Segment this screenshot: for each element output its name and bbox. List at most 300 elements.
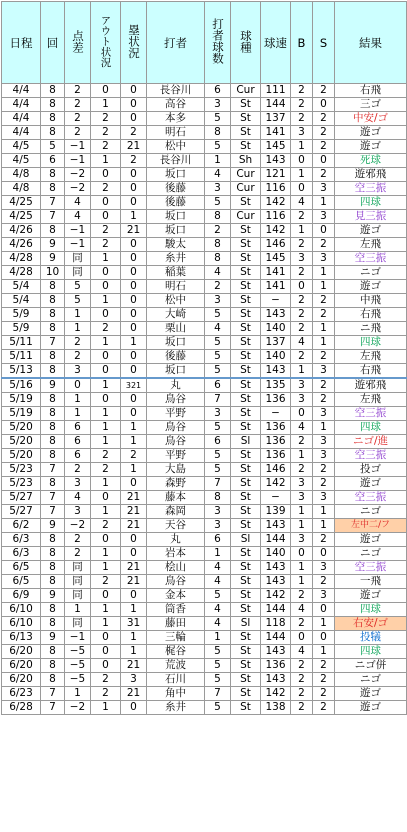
cell-date: 6/10	[2, 603, 41, 617]
cell-runners: 2	[121, 126, 147, 140]
cell-date: 5/27	[2, 491, 41, 505]
cell-pitches: 4	[205, 322, 231, 336]
cell-inning: 8	[41, 617, 65, 631]
cell-pitch-type: Cur	[231, 168, 261, 182]
cell-strikes: 1	[313, 645, 335, 659]
cell-result: ニゴ	[335, 673, 407, 687]
cell-runners: 0	[121, 322, 147, 336]
cell-diff: −1	[65, 154, 91, 168]
cell-runners: 1	[121, 463, 147, 477]
cell-date: 5/4	[2, 280, 41, 294]
table-row	[2, 308, 407, 322]
cell-outs: 1	[91, 421, 121, 435]
cell-result: 投犠	[335, 631, 407, 645]
cell-speed: 143	[261, 519, 291, 533]
cell-speed: 137	[261, 112, 291, 126]
cell-pitches: 6	[205, 533, 231, 547]
cell-result: 空三振	[335, 491, 407, 505]
cell-runners: 0	[121, 701, 147, 715]
cell-inning: 8	[41, 659, 65, 673]
cell-diff: 4	[65, 210, 91, 224]
cell-speed: 146	[261, 238, 291, 252]
table-row	[2, 687, 407, 701]
cell-outs: 1	[91, 378, 121, 393]
cell-runners: 21	[121, 659, 147, 673]
cell-runners: 1	[121, 421, 147, 435]
header-strikes: S	[313, 2, 335, 84]
cell-pitch-type: St	[231, 701, 261, 715]
cell-outs: 0	[91, 589, 121, 603]
cell-balls: 3	[291, 126, 313, 140]
cell-pitches: 8	[205, 252, 231, 266]
cell-balls: 1	[291, 575, 313, 589]
cell-inning: 7	[41, 463, 65, 477]
cell-result: 左飛	[335, 350, 407, 364]
cell-strikes: 2	[313, 533, 335, 547]
table-row	[2, 84, 407, 98]
cell-balls: 1	[291, 168, 313, 182]
cell-batter: 丸	[147, 378, 205, 393]
cell-strikes: 2	[313, 84, 335, 98]
cell-pitch-type: Sl	[231, 435, 261, 449]
cell-strikes: 2	[313, 378, 335, 393]
cell-pitch-type: St	[231, 364, 261, 379]
cell-diff: 6	[65, 435, 91, 449]
cell-outs: 1	[91, 407, 121, 421]
cell-diff: 1	[65, 603, 91, 617]
cell-balls: 0	[291, 631, 313, 645]
table-row	[2, 617, 407, 631]
cell-inning: 8	[41, 364, 65, 379]
cell-pitches: 6	[205, 435, 231, 449]
cell-pitches: 8	[205, 210, 231, 224]
cell-speed: −	[261, 407, 291, 421]
cell-date: 5/23	[2, 463, 41, 477]
table-row	[2, 491, 407, 505]
cell-runners: 0	[121, 182, 147, 196]
cell-balls: 2	[291, 84, 313, 98]
cell-diff: 4	[65, 491, 91, 505]
cell-inning: 8	[41, 673, 65, 687]
cell-speed: 143	[261, 364, 291, 379]
cell-speed: 136	[261, 435, 291, 449]
cell-batter: 後藤	[147, 350, 205, 364]
cell-pitches: 6	[205, 84, 231, 98]
cell-result: 右安/ゴ	[335, 617, 407, 631]
table-row	[2, 252, 407, 266]
cell-inning: 8	[41, 112, 65, 126]
cell-strikes: 3	[313, 364, 335, 379]
cell-speed: 144	[261, 533, 291, 547]
cell-strikes: 2	[313, 701, 335, 715]
cell-runners: 21	[121, 561, 147, 575]
table-row	[2, 154, 407, 168]
cell-diff: 2	[65, 126, 91, 140]
cell-speed: 144	[261, 98, 291, 112]
cell-outs: 0	[91, 266, 121, 280]
cell-balls: 2	[291, 435, 313, 449]
table-row	[2, 589, 407, 603]
cell-result: 投ゴ	[335, 463, 407, 477]
cell-speed: 145	[261, 140, 291, 154]
cell-diff: 同	[65, 252, 91, 266]
cell-balls: 3	[291, 491, 313, 505]
table-row	[2, 421, 407, 435]
cell-diff: −1	[65, 238, 91, 252]
cell-balls: 2	[291, 98, 313, 112]
cell-date: 6/20	[2, 673, 41, 687]
table-row	[2, 168, 407, 182]
cell-strikes: 0	[313, 224, 335, 238]
cell-pitches: 1	[205, 631, 231, 645]
cell-runners: 0	[121, 112, 147, 126]
cell-pitch-type: St	[231, 589, 261, 603]
cell-pitches: 5	[205, 589, 231, 603]
cell-pitch-type: St	[231, 336, 261, 350]
cell-result: 四球	[335, 196, 407, 210]
table-row	[2, 603, 407, 617]
table-row	[2, 659, 407, 673]
cell-result: 遊ゴ	[335, 280, 407, 294]
cell-inning: 9	[41, 631, 65, 645]
cell-runners: 0	[121, 252, 147, 266]
cell-inning: 8	[41, 407, 65, 421]
cell-pitch-type: Cur	[231, 210, 261, 224]
cell-balls: 3	[291, 378, 313, 393]
cell-pitches: 3	[205, 505, 231, 519]
cell-batter: 森岡	[147, 505, 205, 519]
table-row	[2, 519, 407, 533]
cell-result: 中安/ゴ	[335, 112, 407, 126]
cell-runners: 0	[121, 294, 147, 308]
cell-runners: 0	[121, 350, 147, 364]
cell-pitch-type: Cur	[231, 84, 261, 98]
cell-diff: −2	[65, 168, 91, 182]
cell-balls: 2	[291, 687, 313, 701]
cell-date: 4/28	[2, 266, 41, 280]
table-row	[2, 196, 407, 210]
cell-diff: −1	[65, 224, 91, 238]
cell-batter: 坂口	[147, 168, 205, 182]
cell-runners: 0	[121, 308, 147, 322]
cell-runners: 21	[121, 505, 147, 519]
cell-outs: 2	[91, 519, 121, 533]
cell-batter: 糸井	[147, 252, 205, 266]
cell-outs: 1	[91, 252, 121, 266]
cell-balls: 1	[291, 561, 313, 575]
cell-diff: −5	[65, 659, 91, 673]
cell-balls: 3	[291, 252, 313, 266]
cell-inning: 7	[41, 491, 65, 505]
cell-strikes: 1	[313, 280, 335, 294]
cell-diff: −2	[65, 519, 91, 533]
cell-batter: 平野	[147, 407, 205, 421]
cell-strikes: 3	[313, 210, 335, 224]
cell-batter: 栗山	[147, 322, 205, 336]
cell-balls: 2	[291, 659, 313, 673]
cell-inning: 9	[41, 252, 65, 266]
cell-outs: 0	[91, 364, 121, 379]
cell-pitches: 4	[205, 603, 231, 617]
cell-speed: 140	[261, 547, 291, 561]
cell-batter: 鳥谷	[147, 575, 205, 589]
cell-date: 6/5	[2, 575, 41, 589]
cell-speed: 141	[261, 280, 291, 294]
cell-speed: 144	[261, 631, 291, 645]
cell-date: 4/8	[2, 182, 41, 196]
cell-outs: 0	[91, 84, 121, 98]
cell-balls: 2	[291, 673, 313, 687]
table-row	[2, 378, 407, 393]
cell-batter: 坂口	[147, 210, 205, 224]
cell-batter: 角中	[147, 687, 205, 701]
table-row	[2, 280, 407, 294]
cell-runners: 0	[121, 196, 147, 210]
cell-batter: 鳥谷	[147, 435, 205, 449]
cell-pitch-type: St	[231, 631, 261, 645]
table-row	[2, 449, 407, 463]
cell-speed: 138	[261, 701, 291, 715]
cell-outs: 2	[91, 140, 121, 154]
cell-outs: 1	[91, 603, 121, 617]
cell-strikes: 3	[313, 182, 335, 196]
cell-pitches: 7	[205, 477, 231, 491]
cell-diff: 同	[65, 617, 91, 631]
cell-speed: 118	[261, 617, 291, 631]
pitching-log-table	[1, 1, 407, 715]
cell-runners: 0	[121, 533, 147, 547]
cell-runners: 1	[121, 210, 147, 224]
cell-balls: 2	[291, 266, 313, 280]
cell-result: 空三振	[335, 182, 407, 196]
cell-batter: 梶谷	[147, 645, 205, 659]
cell-result: 遊ゴ	[335, 533, 407, 547]
cell-outs: 1	[91, 505, 121, 519]
cell-outs: 1	[91, 617, 121, 631]
cell-inning: 8	[41, 308, 65, 322]
cell-pitch-type: St	[231, 322, 261, 336]
cell-pitches: 3	[205, 98, 231, 112]
cell-balls: 1	[291, 519, 313, 533]
cell-strikes: 2	[313, 126, 335, 140]
cell-strikes: 3	[313, 435, 335, 449]
cell-outs: 2	[91, 673, 121, 687]
cell-diff: 2	[65, 98, 91, 112]
cell-inning: 8	[41, 421, 65, 435]
cell-strikes: 2	[313, 477, 335, 491]
cell-batter: 森野	[147, 477, 205, 491]
cell-pitch-type: St	[231, 350, 261, 364]
cell-balls: 2	[291, 238, 313, 252]
cell-strikes: 2	[313, 168, 335, 182]
cell-speed: 146	[261, 463, 291, 477]
cell-date: 5/9	[2, 322, 41, 336]
cell-batter: 平野	[147, 449, 205, 463]
cell-outs: 0	[91, 350, 121, 364]
cell-diff: 4	[65, 196, 91, 210]
cell-diff: 同	[65, 589, 91, 603]
cell-pitches: 5	[205, 308, 231, 322]
table-row	[2, 645, 407, 659]
cell-diff: −2	[65, 182, 91, 196]
cell-pitches: 1	[205, 154, 231, 168]
cell-date: 4/4	[2, 126, 41, 140]
cell-strikes: 1	[313, 266, 335, 280]
cell-diff: 1	[65, 687, 91, 701]
cell-balls: 4	[291, 196, 313, 210]
cell-outs: 2	[91, 224, 121, 238]
cell-pitch-type: St	[231, 505, 261, 519]
cell-runners: 2	[121, 449, 147, 463]
cell-speed: 142	[261, 687, 291, 701]
cell-date: 4/26	[2, 224, 41, 238]
cell-pitch-type: St	[231, 266, 261, 280]
cell-diff: 同	[65, 575, 91, 589]
cell-pitches: 6	[205, 378, 231, 393]
table-row	[2, 266, 407, 280]
cell-runners: 1	[121, 336, 147, 350]
cell-date: 4/8	[2, 168, 41, 182]
cell-outs: 0	[91, 533, 121, 547]
cell-date: 6/2	[2, 519, 41, 533]
table-row	[2, 407, 407, 421]
cell-speed: 121	[261, 168, 291, 182]
cell-speed: 143	[261, 154, 291, 168]
cell-batter: 藤田	[147, 617, 205, 631]
cell-pitches: 5	[205, 350, 231, 364]
cell-batter: 荒波	[147, 659, 205, 673]
cell-speed: 116	[261, 182, 291, 196]
cell-strikes: 1	[313, 336, 335, 350]
cell-result: 空三振	[335, 407, 407, 421]
cell-date: 6/20	[2, 645, 41, 659]
cell-inning: 8	[41, 126, 65, 140]
cell-batter: 後藤	[147, 182, 205, 196]
cell-strikes: 3	[313, 589, 335, 603]
cell-speed: 143	[261, 673, 291, 687]
cell-balls: 0	[291, 154, 313, 168]
cell-batter: 筒香	[147, 603, 205, 617]
cell-date: 4/4	[2, 112, 41, 126]
cell-outs: 1	[91, 294, 121, 308]
table-row	[2, 294, 407, 308]
cell-strikes: 2	[313, 112, 335, 126]
cell-date: 5/11	[2, 336, 41, 350]
cell-batter: 藤本	[147, 491, 205, 505]
cell-inning: 9	[41, 589, 65, 603]
cell-speed: 139	[261, 505, 291, 519]
cell-strikes: 1	[313, 617, 335, 631]
cell-diff: 5	[65, 280, 91, 294]
cell-runners: 21	[121, 687, 147, 701]
cell-strikes: 0	[313, 154, 335, 168]
cell-inning: 8	[41, 350, 65, 364]
cell-result: 一飛	[335, 575, 407, 589]
table-row	[2, 463, 407, 477]
cell-strikes: 1	[313, 322, 335, 336]
cell-strikes: 0	[313, 98, 335, 112]
cell-pitches: 2	[205, 224, 231, 238]
cell-outs: 1	[91, 561, 121, 575]
cell-inning: 6	[41, 154, 65, 168]
cell-balls: 4	[291, 421, 313, 435]
cell-runners: 21	[121, 519, 147, 533]
cell-balls: 0	[291, 547, 313, 561]
cell-pitch-type: St	[231, 378, 261, 393]
cell-result: 右飛	[335, 84, 407, 98]
cell-pitches: 5	[205, 421, 231, 435]
cell-balls: 2	[291, 308, 313, 322]
cell-pitch-type: St	[231, 561, 261, 575]
cell-inning: 8	[41, 533, 65, 547]
table-row	[2, 126, 407, 140]
cell-pitch-type: St	[231, 308, 261, 322]
cell-result: 遊ゴ	[335, 589, 407, 603]
cell-speed: 142	[261, 196, 291, 210]
cell-result: 三ゴ	[335, 98, 407, 112]
cell-runners: 0	[121, 98, 147, 112]
cell-balls: 2	[291, 322, 313, 336]
cell-date: 5/27	[2, 505, 41, 519]
cell-result: 空三振	[335, 252, 407, 266]
cell-balls: 4	[291, 336, 313, 350]
cell-date: 4/4	[2, 84, 41, 98]
cell-outs: 0	[91, 196, 121, 210]
cell-pitches: 4	[205, 561, 231, 575]
cell-balls: 3	[291, 477, 313, 491]
cell-pitch-type: St	[231, 603, 261, 617]
cell-strikes: 3	[313, 561, 335, 575]
cell-result: ニゴ	[335, 505, 407, 519]
cell-pitch-type: St	[231, 238, 261, 252]
cell-runners: 0	[121, 407, 147, 421]
cell-inning: 8	[41, 168, 65, 182]
cell-result: 遊ゴ	[335, 140, 407, 154]
cell-runners: 0	[121, 547, 147, 561]
cell-speed: 136	[261, 393, 291, 407]
cell-balls: 2	[291, 617, 313, 631]
cell-speed: 111	[261, 84, 291, 98]
cell-speed: 142	[261, 589, 291, 603]
cell-balls: 2	[291, 589, 313, 603]
cell-outs: 2	[91, 126, 121, 140]
cell-diff: 2	[65, 547, 91, 561]
cell-runners: 0	[121, 589, 147, 603]
table-row	[2, 547, 407, 561]
cell-pitches: 5	[205, 449, 231, 463]
cell-date: 5/20	[2, 421, 41, 435]
table-row	[2, 364, 407, 379]
cell-runners: 3	[121, 673, 147, 687]
cell-outs: 1	[91, 154, 121, 168]
cell-inning: 9	[41, 519, 65, 533]
cell-date: 6/23	[2, 687, 41, 701]
cell-balls: 4	[291, 645, 313, 659]
cell-speed: 143	[261, 561, 291, 575]
cell-result: 右飛	[335, 364, 407, 379]
cell-date: 5/19	[2, 407, 41, 421]
cell-result: 空三振	[335, 449, 407, 463]
cell-runners: 0	[121, 393, 147, 407]
cell-result: 左中二/フ	[335, 519, 407, 533]
cell-inning: 10	[41, 266, 65, 280]
cell-inning: 7	[41, 336, 65, 350]
cell-pitches: 5	[205, 701, 231, 715]
cell-runners: 321	[121, 378, 147, 393]
cell-pitches: 1	[205, 547, 231, 561]
cell-result: ニゴ/進	[335, 435, 407, 449]
cell-speed: 140	[261, 322, 291, 336]
